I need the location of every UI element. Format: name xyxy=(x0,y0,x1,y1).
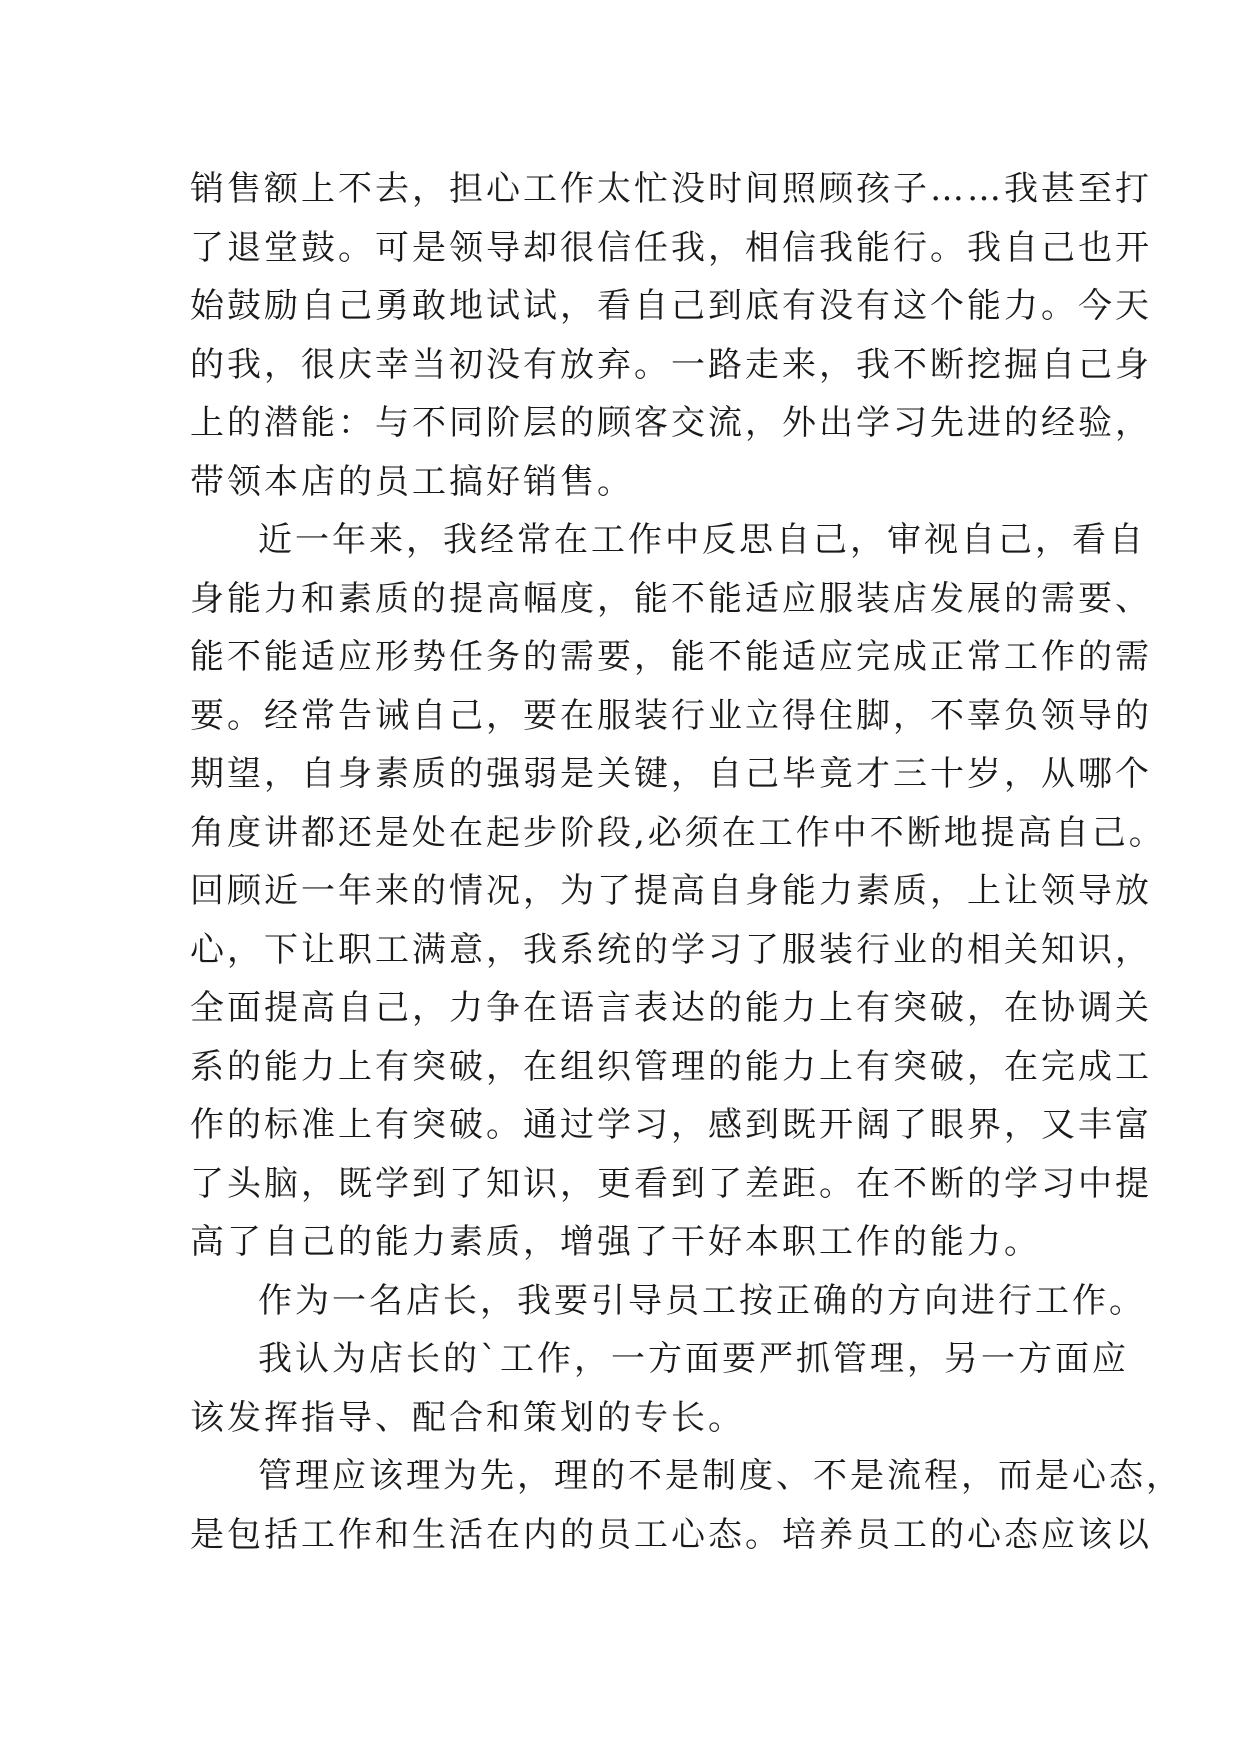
text-line: 系的能力上有突破，在组织管理的能力上有突破，在完成工 xyxy=(190,1046,1152,1087)
text-line: 回顾近一年来的情况，为了提高自身能力素质，上让领导放 xyxy=(190,871,1152,911)
text-line: 作为一名店长，我要引导员工按正确的方向进行工作。 xyxy=(258,1280,1146,1321)
text-line: 角度讲都还是处在起步阶段,必须在工作中不断地提高自己。 xyxy=(190,812,1166,853)
text-line: 带领本店的员工搞好销售。 xyxy=(190,461,634,502)
text-line: 高了自己的能力素质，增强了干好本职工作的能力。 xyxy=(190,1222,1041,1262)
text-line: 该发挥指导、配合和策划的专长。 xyxy=(190,1397,745,1438)
text-line: 管理应该理为先，理的不是制度、不是流程，而是心态， xyxy=(258,1456,1183,1496)
text-line: 的我，很庆幸当初没有放弃。一路走来，我不断挖掘自己身 xyxy=(190,344,1152,385)
text-line: 期望，自身素质的强弱是关键，自己毕竟才三十岁，从哪个 xyxy=(190,754,1152,794)
text-line: 能不能适应形势任务的需要，能不能适应完成正常工作的需 xyxy=(190,637,1152,677)
text-line: 全面提高自己，力争在语言表达的能力上有突破，在协调关 xyxy=(190,988,1152,1028)
text-line: 我认为店长的`工作，一方面要严抓管理，另一方面应 xyxy=(258,1339,1129,1379)
text-line: 销售额上不去，担心工作太忙没时间照顾孩子……我甚至打 xyxy=(190,169,1152,209)
text-line: 始鼓励自己勇敢地试试，看自己到底有没有这个能力。今天 xyxy=(190,286,1152,326)
text-line: 要。经常告诫自己，要在服装行业立得住脚，不辜负领导的 xyxy=(190,695,1152,736)
text-line: 是包括工作和生活在内的员工心态。培养员工的心态应该以 xyxy=(190,1514,1152,1555)
text-line: 了退堂鼓。可是领导却很信任我，相信我能行。我自己也开 xyxy=(190,227,1152,268)
text-line: 上的潜能：与不同阶层的顾客交流，外出学习先进的经验， xyxy=(190,403,1152,443)
text-line: 了头脑，既学到了知识，更看到了差距。在不断的学习中提 xyxy=(190,1163,1152,1204)
document-body xyxy=(190,160,1183,1564)
text-line: 近一年来，我经常在工作中反思自己，审视自己，看自 xyxy=(258,520,1146,560)
text-line: 身能力和素质的提高幅度，能不能适应服装店发展的需要、 xyxy=(190,578,1152,619)
text-line: 作的标准上有突破。通过学习，感到既开阔了眼界，又丰富 xyxy=(190,1105,1152,1145)
text-line: 心，下让职工满意，我系统的学习了服装行业的相关知识， xyxy=(190,929,1152,970)
